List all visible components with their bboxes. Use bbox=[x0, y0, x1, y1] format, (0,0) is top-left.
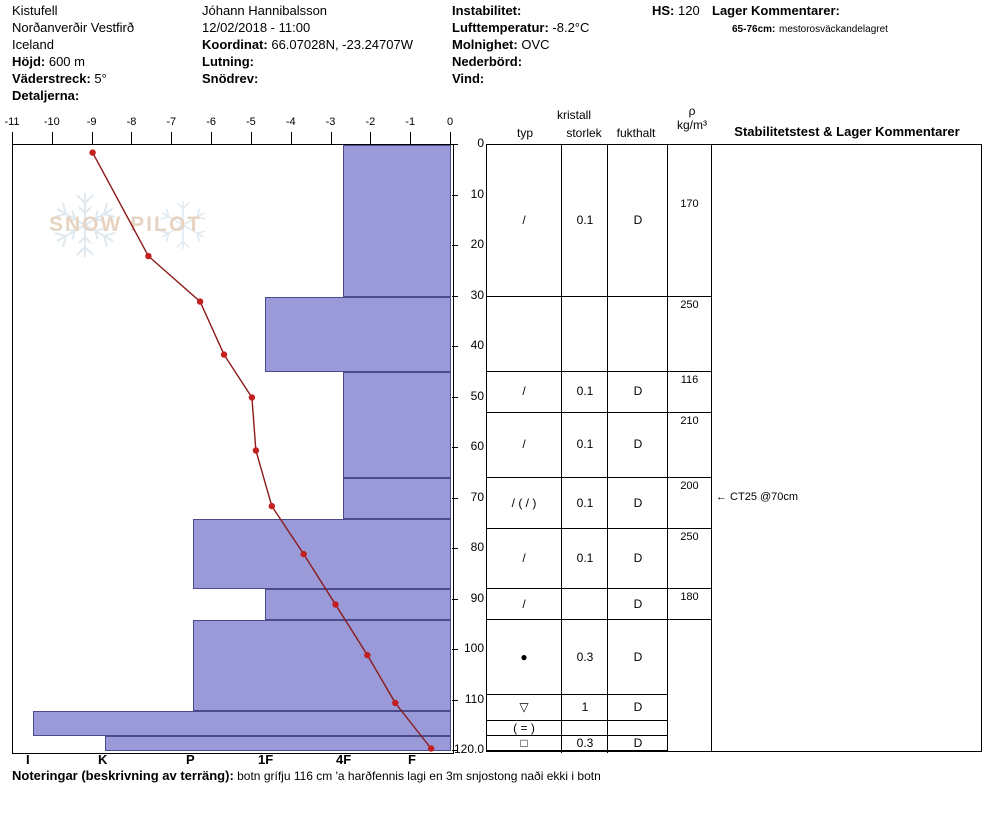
depth-tick-mark bbox=[452, 195, 458, 196]
temp-tick-mark bbox=[410, 132, 411, 144]
density-value: 116 bbox=[680, 374, 699, 387]
airtemp-row bbox=[452, 19, 652, 36]
hs-row bbox=[652, 2, 712, 19]
temp-tick-label: -4 bbox=[285, 116, 296, 128]
temp-tick-mark bbox=[370, 132, 371, 144]
temp-tick-label: -2 bbox=[365, 116, 376, 128]
crystal-wetness-cell: D bbox=[633, 649, 643, 664]
depth-tick-mark bbox=[452, 548, 458, 549]
elevation-label: Höjd: bbox=[12, 54, 46, 69]
sky-row bbox=[452, 36, 652, 53]
temp-tick-label: 0 bbox=[446, 116, 454, 128]
hardness-profile-plot bbox=[12, 144, 454, 754]
crystal-type-cell: / bbox=[522, 596, 526, 611]
airtemp-label: Lufttemperatur: bbox=[452, 20, 549, 35]
density-value: 170 bbox=[680, 197, 699, 210]
depth-tick-label: 40 bbox=[470, 338, 484, 352]
hardness-tick-label: 1F bbox=[258, 752, 274, 767]
airtemp-value: -8.2°C bbox=[552, 20, 590, 35]
layer-comment-entry bbox=[712, 19, 992, 36]
drift-label: Snödrev: bbox=[202, 71, 259, 86]
layer-comment-text: mestorosväckandelagret bbox=[778, 24, 888, 35]
observation-datetime: 12/02/2018 - 11:00 bbox=[202, 20, 311, 35]
slope-label: Lutning: bbox=[202, 54, 254, 69]
crystal-row bbox=[487, 620, 667, 696]
observer-name: Jóhann Hannibalsson bbox=[202, 3, 328, 18]
crystal-row bbox=[487, 297, 667, 373]
crystal-size-cell: 0.1 bbox=[576, 212, 594, 227]
temperature-point bbox=[301, 551, 307, 557]
depth-tick-label: 20 bbox=[470, 237, 484, 251]
depth-tick-mark bbox=[452, 397, 458, 398]
temperature-point bbox=[197, 298, 203, 304]
crystal-type-cell: / bbox=[522, 437, 526, 452]
profile-header bbox=[12, 2, 982, 103]
stability-test-label: ← CT25 @70cm bbox=[716, 490, 799, 503]
elevation-row bbox=[12, 53, 187, 70]
crystal-type-cell: ● bbox=[520, 649, 528, 664]
coordinates-row bbox=[202, 36, 447, 53]
location-name: Kistufell bbox=[12, 3, 58, 18]
layer-comment-range: 65-76cm: bbox=[732, 24, 776, 35]
temperature-point bbox=[249, 394, 255, 400]
elevation-value: 600 m bbox=[48, 54, 85, 69]
crystal-type-cell: / bbox=[522, 551, 526, 566]
aspect-value: 5° bbox=[94, 71, 107, 86]
layer-comments-label: Lager Kommentarer: bbox=[712, 3, 840, 18]
temp-tick-mark bbox=[450, 132, 451, 144]
temperature-point bbox=[221, 351, 227, 357]
temp-tick-label: -8 bbox=[126, 116, 137, 128]
instability-row bbox=[452, 2, 652, 19]
hardness-tick-label: I bbox=[26, 752, 30, 767]
wind-label: Vind: bbox=[452, 71, 485, 86]
crystal-wetness-cell: D bbox=[633, 212, 643, 227]
density-value: 250 bbox=[680, 530, 699, 543]
region-name: Norðanverðir Vestfirð bbox=[12, 20, 135, 35]
temperature-point bbox=[253, 447, 259, 453]
crystal-wetness-cell: D bbox=[633, 551, 643, 566]
crystal-size-cell: 0.1 bbox=[576, 551, 594, 566]
crystal-type-cell: ( = ) bbox=[513, 720, 535, 735]
temp-tick-label: -5 bbox=[246, 116, 256, 128]
temp-tick-mark bbox=[251, 132, 252, 144]
depth-tick-label: 60 bbox=[470, 439, 484, 453]
crystal-row bbox=[487, 478, 667, 529]
stability-column bbox=[712, 144, 982, 752]
country-name: Iceland bbox=[12, 37, 54, 52]
watermark-text: SNOW PILOT bbox=[49, 213, 202, 236]
density-header-unit: kg/m³ bbox=[677, 118, 707, 132]
crystal-size-cell: 0.1 bbox=[576, 437, 594, 452]
notes-label: Noteringar (beskrivning av terräng): bbox=[12, 768, 234, 783]
depth-tick-label: 70 bbox=[470, 489, 484, 504]
temp-tick-mark bbox=[331, 132, 332, 144]
density-value: 250 bbox=[680, 298, 699, 311]
temp-tick-label: -7 bbox=[166, 116, 177, 128]
temperature-axis bbox=[4, 114, 454, 144]
density-row bbox=[668, 297, 711, 373]
temp-tick-label: -9 bbox=[86, 116, 97, 128]
crystal-size-cell: 0.1 bbox=[576, 384, 594, 399]
temp-tick-mark bbox=[171, 132, 172, 144]
crystal-wetness-cell: D bbox=[633, 495, 643, 510]
density-value: 210 bbox=[680, 414, 699, 427]
hardness-tick-label: 4F bbox=[336, 752, 352, 767]
depth-tick-label: 90 bbox=[470, 590, 484, 605]
crystal-header-size: storlek bbox=[566, 126, 602, 140]
temp-tick-mark bbox=[52, 132, 53, 144]
temperature-point bbox=[89, 149, 95, 155]
header-column-location bbox=[12, 2, 187, 104]
crystal-header-type: typ bbox=[516, 126, 533, 140]
details-row bbox=[12, 87, 187, 104]
crystal-size-cell: 0.1 bbox=[576, 495, 594, 510]
density-row bbox=[668, 196, 711, 297]
crystal-type-cell: / ( / ) bbox=[511, 495, 537, 510]
crystal-type-cell: / bbox=[522, 212, 526, 227]
depth-tick-label: 10 bbox=[470, 186, 484, 201]
depth-tick-label: 100 bbox=[463, 641, 484, 655]
crystal-table bbox=[486, 144, 668, 752]
depth-tick-label: 50 bbox=[470, 388, 484, 403]
temp-tick-label: -6 bbox=[206, 116, 216, 128]
header-column-observer bbox=[202, 2, 447, 87]
crystal-type-cell: / bbox=[522, 384, 526, 399]
depth-tick-mark bbox=[452, 296, 458, 297]
hardness-tick-label: K bbox=[98, 752, 108, 767]
depth-tick-label: 120.0 bbox=[453, 742, 484, 756]
depth-axis bbox=[452, 136, 486, 756]
hs-value: 120 bbox=[678, 3, 700, 18]
crystal-row bbox=[487, 529, 667, 590]
temp-tick-mark bbox=[12, 132, 13, 144]
density-row bbox=[668, 372, 711, 412]
hs-label: HS: bbox=[652, 3, 675, 18]
depth-tick-mark bbox=[452, 498, 458, 499]
crystal-row bbox=[487, 372, 667, 412]
crystal-wetness-cell: D bbox=[633, 700, 643, 715]
crystal-type-cell: ▽ bbox=[519, 700, 529, 715]
drift-row bbox=[202, 70, 447, 87]
temperature-point bbox=[145, 253, 151, 259]
hardness-tick-label: F bbox=[408, 752, 416, 767]
temp-tick-mark bbox=[291, 132, 292, 144]
density-row bbox=[668, 413, 711, 479]
density-header-rho: ρ bbox=[688, 104, 696, 118]
crystal-header-wetness: fukthalt bbox=[616, 126, 656, 140]
density-value: 200 bbox=[680, 480, 699, 493]
depth-tick-mark bbox=[452, 649, 458, 650]
depth-tick-mark bbox=[452, 599, 458, 600]
crystal-wetness-cell: D bbox=[633, 384, 643, 399]
hardness-tick-label: P bbox=[186, 752, 195, 767]
coordinates-value: 66.07028N, -23.24707W bbox=[271, 37, 413, 52]
aspect-label: Väderstreck: bbox=[12, 71, 91, 86]
temperature-point bbox=[428, 745, 434, 751]
density-row bbox=[668, 589, 711, 619]
sky-value: OVC bbox=[521, 37, 550, 52]
depth-tick-label: 0 bbox=[477, 136, 484, 150]
temperature-point bbox=[332, 601, 338, 607]
temperature-point bbox=[269, 503, 275, 509]
density-row bbox=[668, 529, 711, 590]
crystal-size-cell: 1 bbox=[581, 700, 589, 715]
crystal-row bbox=[487, 413, 667, 479]
temperature-point bbox=[364, 652, 370, 658]
crystal-size-cell: 0.3 bbox=[576, 735, 594, 750]
instability-label: Instabilitet: bbox=[452, 3, 522, 18]
layer-comments-title bbox=[712, 2, 992, 19]
temp-tick-label: -3 bbox=[325, 116, 336, 128]
depth-tick-mark bbox=[452, 700, 458, 701]
precip-row bbox=[452, 53, 652, 70]
temp-tick-mark bbox=[92, 132, 93, 144]
crystal-row bbox=[487, 589, 667, 619]
temperature-line bbox=[13, 145, 453, 753]
density-row bbox=[668, 478, 711, 529]
temp-tick-mark bbox=[211, 132, 212, 144]
crystal-header-title: kristall bbox=[556, 108, 591, 122]
temp-tick-label: -11 bbox=[4, 116, 20, 128]
sky-label: Molnighet: bbox=[452, 37, 518, 52]
depth-tick-mark bbox=[452, 447, 458, 448]
temp-tick-label: -1 bbox=[405, 116, 416, 128]
slope-row bbox=[202, 53, 447, 70]
stability-header: Stabilitetstest & Lager Kommentarer bbox=[734, 124, 960, 139]
depth-tick-label: 80 bbox=[470, 540, 484, 554]
crystal-wetness-cell: D bbox=[633, 437, 643, 452]
crystal-row bbox=[487, 695, 667, 720]
depth-tick-mark bbox=[452, 245, 458, 246]
density-value: 180 bbox=[680, 591, 699, 604]
temperature-point bbox=[392, 700, 398, 706]
header-column-hs bbox=[652, 2, 712, 19]
crystal-row bbox=[487, 721, 667, 736]
crystal-wetness-cell: D bbox=[633, 735, 643, 750]
hardness-scale bbox=[12, 752, 452, 768]
crystal-size-cell: 0.3 bbox=[576, 649, 594, 664]
header-column-layer-comments bbox=[712, 2, 992, 36]
depth-tick-mark bbox=[452, 144, 458, 145]
crystal-row bbox=[487, 736, 667, 751]
depth-tick-mark bbox=[452, 346, 458, 347]
temp-tick-mark bbox=[131, 132, 132, 144]
crystal-type-cell: □ bbox=[520, 735, 528, 750]
details-label: Detaljerna: bbox=[12, 88, 80, 103]
notes-footer bbox=[12, 768, 982, 783]
wind-row bbox=[452, 70, 652, 87]
crystal-table-header bbox=[486, 108, 668, 144]
header-column-weather bbox=[452, 2, 652, 87]
temp-tick-label: -10 bbox=[43, 116, 60, 128]
depth-tick-label: 30 bbox=[470, 287, 484, 302]
aspect-row bbox=[12, 70, 187, 87]
density-column bbox=[668, 144, 712, 752]
crystal-row bbox=[487, 145, 667, 297]
coordinates-label: Koordinat: bbox=[202, 37, 268, 52]
notes-text: botn grífju 116 cm 'a harðfennis lagi en 3m snjostong naði ekki i botn bbox=[237, 769, 601, 783]
depth-tick-label: 110 bbox=[464, 691, 484, 706]
crystal-wetness-cell: D bbox=[633, 596, 643, 611]
precip-label: Nederbörd: bbox=[452, 54, 523, 69]
